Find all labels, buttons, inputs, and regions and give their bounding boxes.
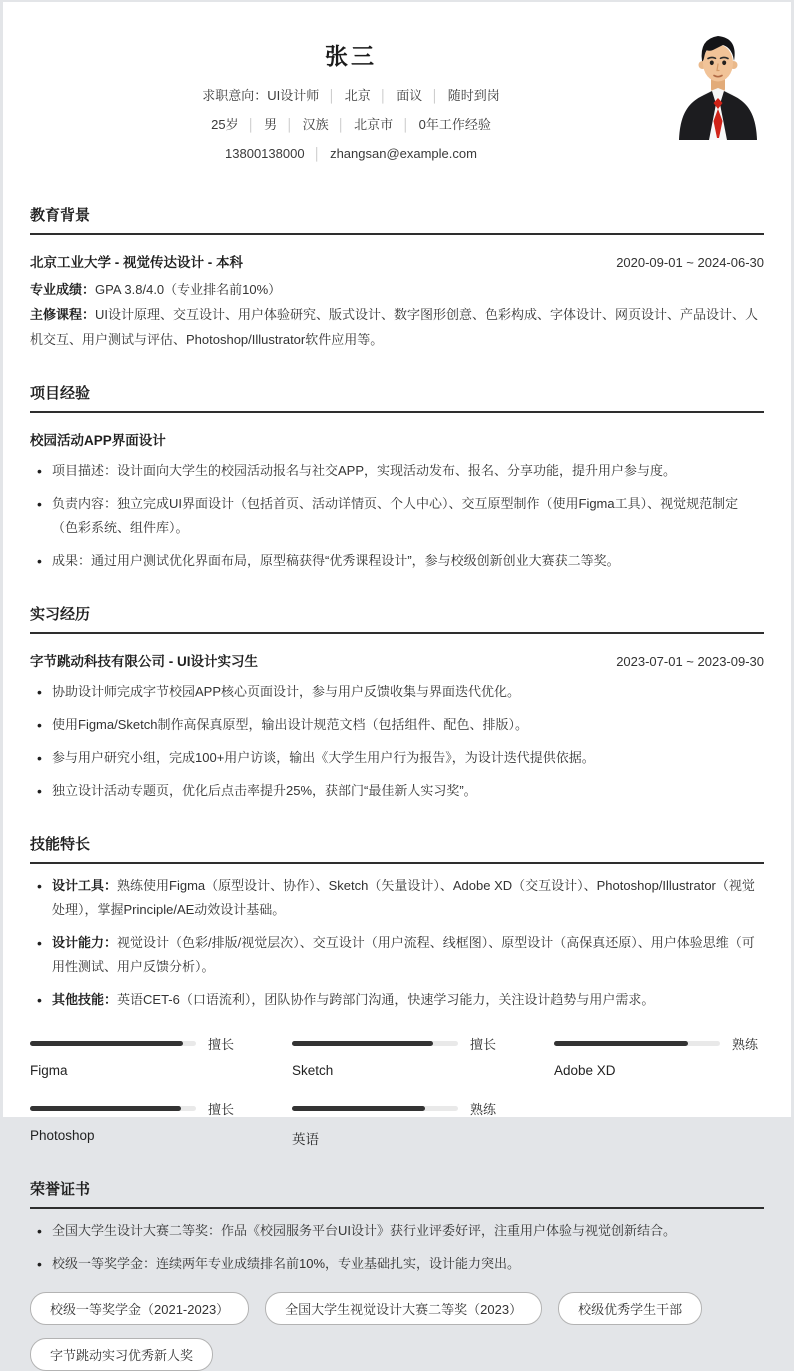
bar-row (30, 1034, 240, 1053)
portrait-illustration (672, 28, 764, 140)
separator: │ (313, 147, 322, 161)
skills-bullet (30, 931, 764, 979)
skill-category-text: 熟练使用Figma（原型设计、协作）、Sketch（矢量设计）、Adobe XD（交互设计）、Photoshop/Illustrator（视觉处理），掌握Principle/AE动效设计基础。 (52, 878, 755, 917)
resume-header (30, 28, 764, 174)
skill-level-label: 熟练 (732, 1037, 759, 1052)
section-projects (30, 382, 764, 573)
skill-bar-track (292, 1106, 458, 1111)
job-intent: 求职意向：UI设计师 (202, 88, 320, 103)
internship-bullet: • 参与用户研究小组，完成100+用户访谈，输出《大学生用户行为报告》，为设计迭代提供依据。 (30, 746, 764, 770)
project-bullet: • 成果：通过用户测试优化界面布局，原型稿获得“优秀课程设计”，参与校级创新创业大赛获二等奖。 (30, 549, 764, 573)
internship-dates: 2023-07-01 ~ 2023-09-30 (616, 654, 764, 669)
skills-bullet (30, 988, 764, 1012)
bar-row (292, 1099, 502, 1118)
project-name: 校园活动APP界面设计 (30, 433, 166, 448)
target-city: 北京 (344, 88, 371, 103)
email-address: zhangsan@example.com (330, 146, 477, 161)
separator: │ (337, 118, 346, 132)
skill-name: 英语 (292, 1132, 319, 1147)
skill-bars-grid (30, 1034, 764, 1148)
skill-bar-item (30, 1034, 240, 1078)
skill-bar-fill (292, 1041, 433, 1046)
internship-entry (30, 650, 764, 670)
internship-bullet-list (30, 680, 764, 803)
skill-bar-fill (292, 1106, 425, 1111)
gpa-line (30, 277, 764, 302)
phone-number: 13800138000 (225, 146, 305, 161)
section-skills (30, 833, 764, 1148)
bar-row (30, 1099, 240, 1118)
contact-info-line (30, 145, 672, 163)
honor-bullet: • 全国大学生设计大赛二等奖：作品《校园服务平台UI设计》获行业评委好评，注重用户体验与视觉创新结合。 (30, 1219, 764, 1243)
gpa-value: GPA 3.8/4.0（专业排名前10%） (95, 282, 282, 297)
skill-bar-item (554, 1034, 764, 1078)
resume-page (3, 2, 791, 1363)
skill-name: Sketch (292, 1063, 334, 1078)
skill-category-label: 其他技能： (52, 992, 118, 1007)
courses-value: UI设计原理、交互设计、用户体验研究、版式设计、数字图形创意、色彩构成、字体设计、网页设计、产品设计、人机交互、用户测试与评估、Photoshop/Illustrator软件应用等。 (30, 307, 759, 347)
separator: │ (431, 89, 439, 103)
project-bullet: • 负责内容：独立完成UI界面设计（包括首页、活动详情页、个人中心）、交互原型制作（使用Figma工具）、视觉规范制定（色彩系统、组件库）。 (30, 492, 764, 540)
honors-bullet-list (30, 1219, 764, 1276)
candidate-name: 张三 (325, 43, 377, 69)
skill-level-label: 擅长 (470, 1037, 497, 1052)
honor-tag: 全国大学生视觉设计大赛二等奖（2023） (265, 1292, 542, 1325)
separator: │ (286, 118, 294, 132)
section-honors (30, 1178, 764, 1371)
courses-label: 主修课程： (30, 307, 96, 322)
skill-name: Photoshop (30, 1128, 95, 1143)
location: 北京市 (354, 117, 394, 132)
school-degree: 北京工业大学 - 视觉传达设计 - 本科 (30, 255, 243, 270)
separator: │ (379, 89, 388, 103)
work-experience-years: 0年工作经验 (418, 117, 491, 132)
gpa-label: 专业成绩： (30, 282, 96, 297)
bar-row (554, 1034, 764, 1053)
skills-bullet (30, 874, 764, 922)
skill-bar-track (30, 1106, 196, 1111)
internship-title: 实习经历 (30, 603, 764, 634)
honor-tag: 校级一等奖学金（2021-2023） (30, 1292, 249, 1325)
internship-bullet: • 独立设计活动专题页，优化后点击率提升25%，获部门“最佳新人实习奖”。 (30, 779, 764, 803)
skill-bar-fill (30, 1041, 183, 1046)
skill-bar-item (292, 1099, 502, 1148)
skill-level-label: 擅长 (208, 1037, 235, 1052)
separator: │ (328, 89, 336, 103)
honor-tag: 字节跳动实习优秀新人奖 (30, 1338, 213, 1371)
header-text-block (30, 28, 672, 174)
education-entry (30, 251, 764, 271)
honor-bullet: • 校级一等奖学金：连续两年专业成绩排名前10%，专业基础扎实，设计能力突出。 (30, 1252, 764, 1276)
company-position: 字节跳动科技有限公司 - UI设计实习生 (30, 654, 258, 669)
section-internship (30, 603, 764, 803)
skill-bar-item (292, 1034, 502, 1078)
honor-tags (30, 1292, 764, 1371)
availability: 随时到岗 (447, 88, 500, 103)
internship-bullet: • 使用Figma/Sketch制作高保真原型，输出设计规范文档（包括组件、配色、排版）。 (30, 713, 764, 737)
honor-tag: 校级优秀学生干部 (558, 1292, 702, 1325)
separator: │ (402, 118, 410, 132)
salary-expectation: 面议 (396, 88, 423, 103)
age: 25岁 (211, 117, 239, 132)
ethnicity: 汉族 (302, 117, 329, 132)
bar-row (292, 1034, 502, 1053)
separator: │ (247, 118, 256, 132)
section-education (30, 204, 764, 352)
skill-bar-track (30, 1041, 196, 1046)
project-bullet: • 项目描述：设计面向大学生的校园活动报名与社交APP，实现活动发布、报名、分享功能，提升用户参与度。 (30, 459, 764, 483)
skill-category-label: 设计能力： (52, 935, 118, 950)
honors-title: 荣誉证书 (30, 1178, 764, 1209)
job-intent-line (30, 87, 672, 105)
skill-bar-track (554, 1041, 720, 1046)
skill-level-label: 擅长 (208, 1102, 235, 1117)
skill-category-text: 视觉设计（色彩/排版/视觉层次）、交互设计（用户流程、线框图）、原型设计（高保真还原）、用户体验思维（可用性测试、用户反馈分析）。 (52, 935, 755, 974)
gender: 男 (264, 117, 278, 132)
education-title: 教育背景 (30, 204, 764, 235)
skill-name: Adobe XD (554, 1063, 616, 1078)
skill-bar-track (292, 1041, 458, 1046)
profile-photo (672, 28, 764, 140)
skill-bar-fill (554, 1041, 688, 1046)
internship-bullet: • 协助设计师完成字节校园APP核心页面设计，参与用户反馈收集与界面迭代优化。 (30, 680, 764, 704)
project-bullet-list (30, 459, 764, 573)
skill-bar-item (30, 1099, 240, 1148)
skill-bar-fill (30, 1106, 181, 1111)
education-dates: 2020-09-01 ~ 2024-06-30 (616, 255, 764, 270)
skill-level-label: 熟练 (470, 1102, 497, 1117)
personal-info-line (30, 116, 672, 134)
skills-bullet-list (30, 874, 764, 1012)
skill-category-label: 设计工具： (52, 878, 118, 893)
skill-name: Figma (30, 1063, 68, 1078)
skill-category-text: 英语CET-6（口语流利），团队协作与跨部门沟通，快速学习能力，关注设计趋势与用户需求。 (117, 992, 655, 1007)
projects-title: 项目经验 (30, 382, 764, 413)
project-entry (30, 429, 764, 449)
courses-line (30, 302, 764, 352)
skills-title: 技能特长 (30, 833, 764, 864)
